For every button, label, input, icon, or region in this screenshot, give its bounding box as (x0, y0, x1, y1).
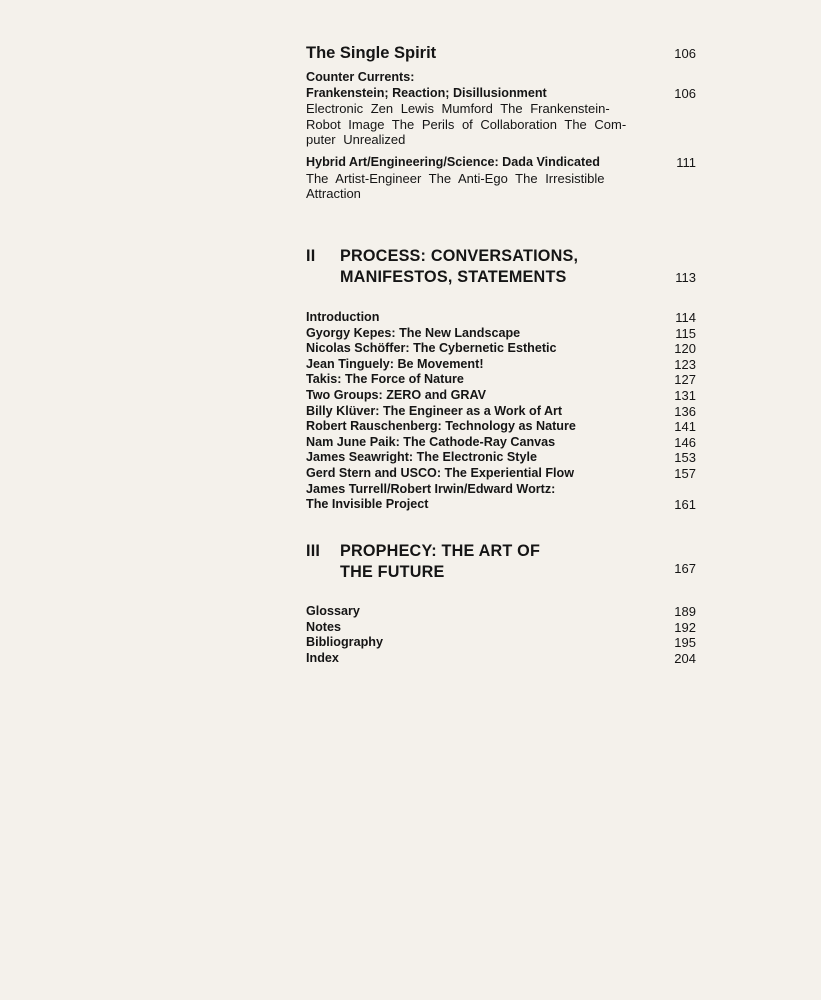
page-number: 157 (674, 465, 696, 481)
entry-description-line: The Artist-Engineer The Anti-Ego The Irresistible (306, 170, 605, 186)
part-title-line: PROPHECY: THE ART OF (340, 542, 541, 560)
counter-currents-entry (306, 70, 646, 148)
page-number: 106 (674, 46, 696, 61)
toc-entry (306, 635, 696, 651)
toc-entry (306, 404, 696, 420)
toc-entry-title: Gyorgy Kepes: The New Landscape (306, 325, 521, 340)
toc-entry (306, 388, 696, 404)
toc-entry (306, 310, 696, 326)
part-numeral: II (306, 247, 316, 265)
entry-description-line: Attraction (306, 186, 361, 202)
toc-entry (306, 466, 696, 482)
page-number: 115 (675, 325, 696, 341)
toc-entry-title: Notes (306, 619, 341, 634)
toc-entry-title: Introduction (306, 310, 380, 324)
page-number: 106 (674, 86, 696, 101)
toc-entry-title: Nicolas Schöffer: The Cybernetic Esthetic (306, 341, 557, 356)
page-number: 161 (674, 497, 696, 513)
part-title-line: PROCESS: CONVERSATIONS, (340, 247, 579, 265)
toc-entry (306, 419, 696, 435)
toc-entry-title: Takis: The Force of Nature (306, 372, 464, 387)
page-number: 127 (674, 372, 696, 388)
part-title-line: MANIFESTOS, STATEMENTS (340, 268, 567, 286)
page-number: 146 (674, 434, 696, 450)
toc-entry (306, 341, 696, 357)
page-number: 136 (674, 403, 696, 419)
toc-entry (306, 357, 696, 373)
entry-description-line: Electronic Zen Lewis Mumford The Frankenstein- (306, 101, 610, 117)
toc-entry-title: Gerd Stern and USCO: The Experiential Flow (306, 465, 575, 480)
part-numeral: III (306, 542, 321, 560)
entry-description-line: Robot Image The Perils of Collaboration The Com- (306, 116, 627, 132)
toc-entry (306, 651, 696, 667)
toc-entry (306, 604, 696, 620)
toc-entry-title: Jean Tinguely: Be Movement! (306, 356, 484, 371)
toc-entry-title: Glossary (306, 604, 360, 618)
entry-title-line: Hybrid Art/Engineering/Science: Dada Vindicated (306, 155, 600, 169)
page-number: 204 (674, 650, 696, 666)
section-title-single-spirit: The Single Spirit (306, 44, 437, 62)
part-two-entries (306, 310, 696, 513)
page-number: 195 (674, 635, 696, 651)
toc-entry (306, 372, 696, 388)
part-two-heading (306, 246, 646, 288)
toc-entry-title: Robert Rauschenberg: Technology as Nature (306, 419, 576, 434)
toc-entry (306, 450, 696, 466)
toc-entry-title: James Seawright: The Electronic Style (306, 450, 537, 465)
page-number: 141 (674, 419, 696, 435)
entry-title-line: Counter Currents: (306, 70, 415, 84)
page-number: 189 (674, 604, 696, 619)
page-number: 167 (674, 561, 696, 576)
toc-entry-title: Two Groups: ZERO and GRAV (306, 387, 487, 402)
toc-entry-title: Billy Klüver: The Engineer as a Work of Art (306, 403, 563, 418)
page-number: 113 (675, 270, 696, 285)
page-number: 120 (674, 341, 696, 357)
page-number: 114 (675, 310, 696, 325)
part-three-heading (306, 541, 646, 583)
toc-entry (306, 326, 696, 342)
back-matter-entries (306, 604, 696, 666)
part-title-line: THE FUTURE (340, 563, 445, 581)
toc-entry (306, 435, 696, 451)
page-number: 192 (674, 619, 696, 635)
page-number: 153 (674, 450, 696, 466)
page-number: 111 (676, 155, 696, 170)
page-number: 131 (674, 387, 696, 403)
toc-entry-title: Index (306, 650, 339, 665)
entry-description-line: puter Unrealized (306, 132, 406, 148)
toc-entry-title: Bibliography (306, 635, 383, 650)
toc-entry (306, 497, 696, 513)
toc-entry (306, 620, 696, 636)
entry-title-line: Frankenstein; Reaction; Disillusionment (306, 85, 547, 100)
toc-entry-title: The Invisible Project (306, 497, 429, 512)
page-number: 123 (674, 356, 696, 372)
hybrid-art-entry (306, 155, 646, 202)
toc-entry (306, 482, 696, 498)
toc-entry-title: Nam June Paik: The Cathode-Ray Canvas (306, 434, 556, 449)
toc-entry-title: James Turrell/Robert Irwin/Edward Wortz: (306, 481, 556, 496)
